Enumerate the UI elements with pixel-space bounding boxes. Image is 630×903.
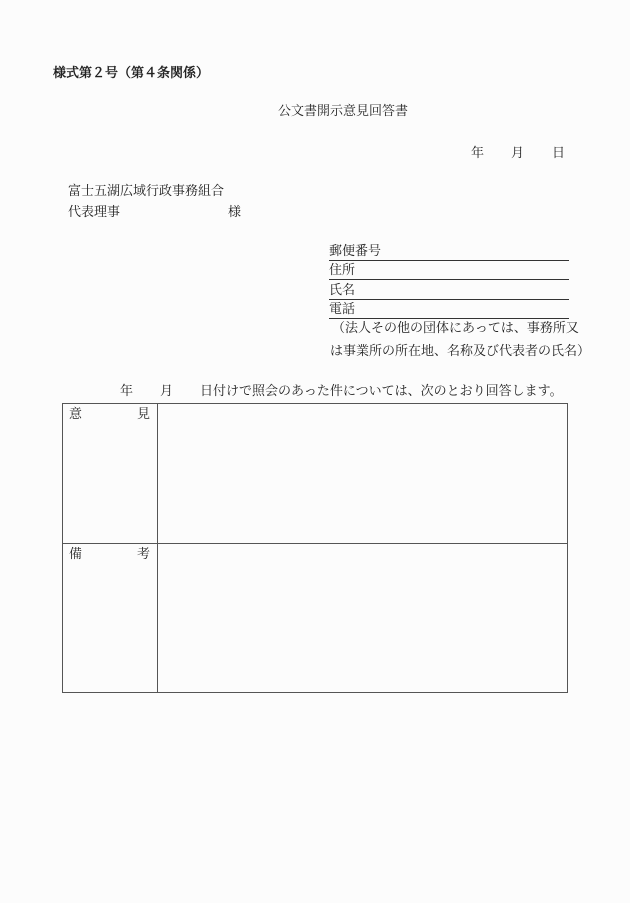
- response-table: [62, 403, 568, 693]
- addressee-organization: 富士五湖広域行政事務組合: [68, 184, 225, 199]
- date-year-label: 年: [471, 146, 485, 161]
- document-title: 公文書開示意見回答書: [278, 104, 409, 119]
- name-field[interactable]: [329, 282, 569, 300]
- address-label: 住所: [329, 263, 356, 278]
- addressee-position: 代表理事: [68, 205, 121, 220]
- table-row-remarks: [63, 544, 568, 693]
- table-row-opinion: [63, 404, 568, 544]
- name-label: 氏名: [329, 283, 356, 298]
- opinion-label-cell: [63, 404, 158, 544]
- phone-label: 電話: [329, 302, 356, 317]
- phone-field[interactable]: [329, 301, 569, 319]
- postal-code-field[interactable]: [329, 243, 569, 261]
- opinion-label-left: 意: [69, 407, 83, 422]
- address-field[interactable]: [329, 262, 569, 280]
- addressee-honorific: 様: [228, 205, 242, 220]
- date-day-label: 日: [552, 146, 566, 161]
- reply-statement-text: 日付けで照会のあった件については、次のとおり回答します。: [200, 384, 563, 399]
- date-month-label: 月: [511, 146, 525, 161]
- opinion-input-cell[interactable]: [158, 404, 568, 544]
- reply-year-label: 年: [120, 384, 134, 399]
- applicant-note-line2: は事業所の所在地、名称及び代表者の氏名）: [330, 344, 591, 359]
- reply-month-label: 月: [160, 384, 174, 399]
- remarks-label-right: 考: [136, 547, 150, 562]
- remarks-label-cell: [63, 544, 158, 693]
- postal-code-label: 郵便番号: [329, 244, 382, 259]
- form-number: 様式第２号（第４条関係）: [53, 66, 210, 81]
- applicant-note-line1: （法人その他の団体にあっては、事務所又: [332, 321, 579, 336]
- opinion-label-right: 見: [136, 407, 150, 422]
- remarks-label-left: 備: [69, 547, 83, 562]
- remarks-input-cell[interactable]: [158, 544, 568, 693]
